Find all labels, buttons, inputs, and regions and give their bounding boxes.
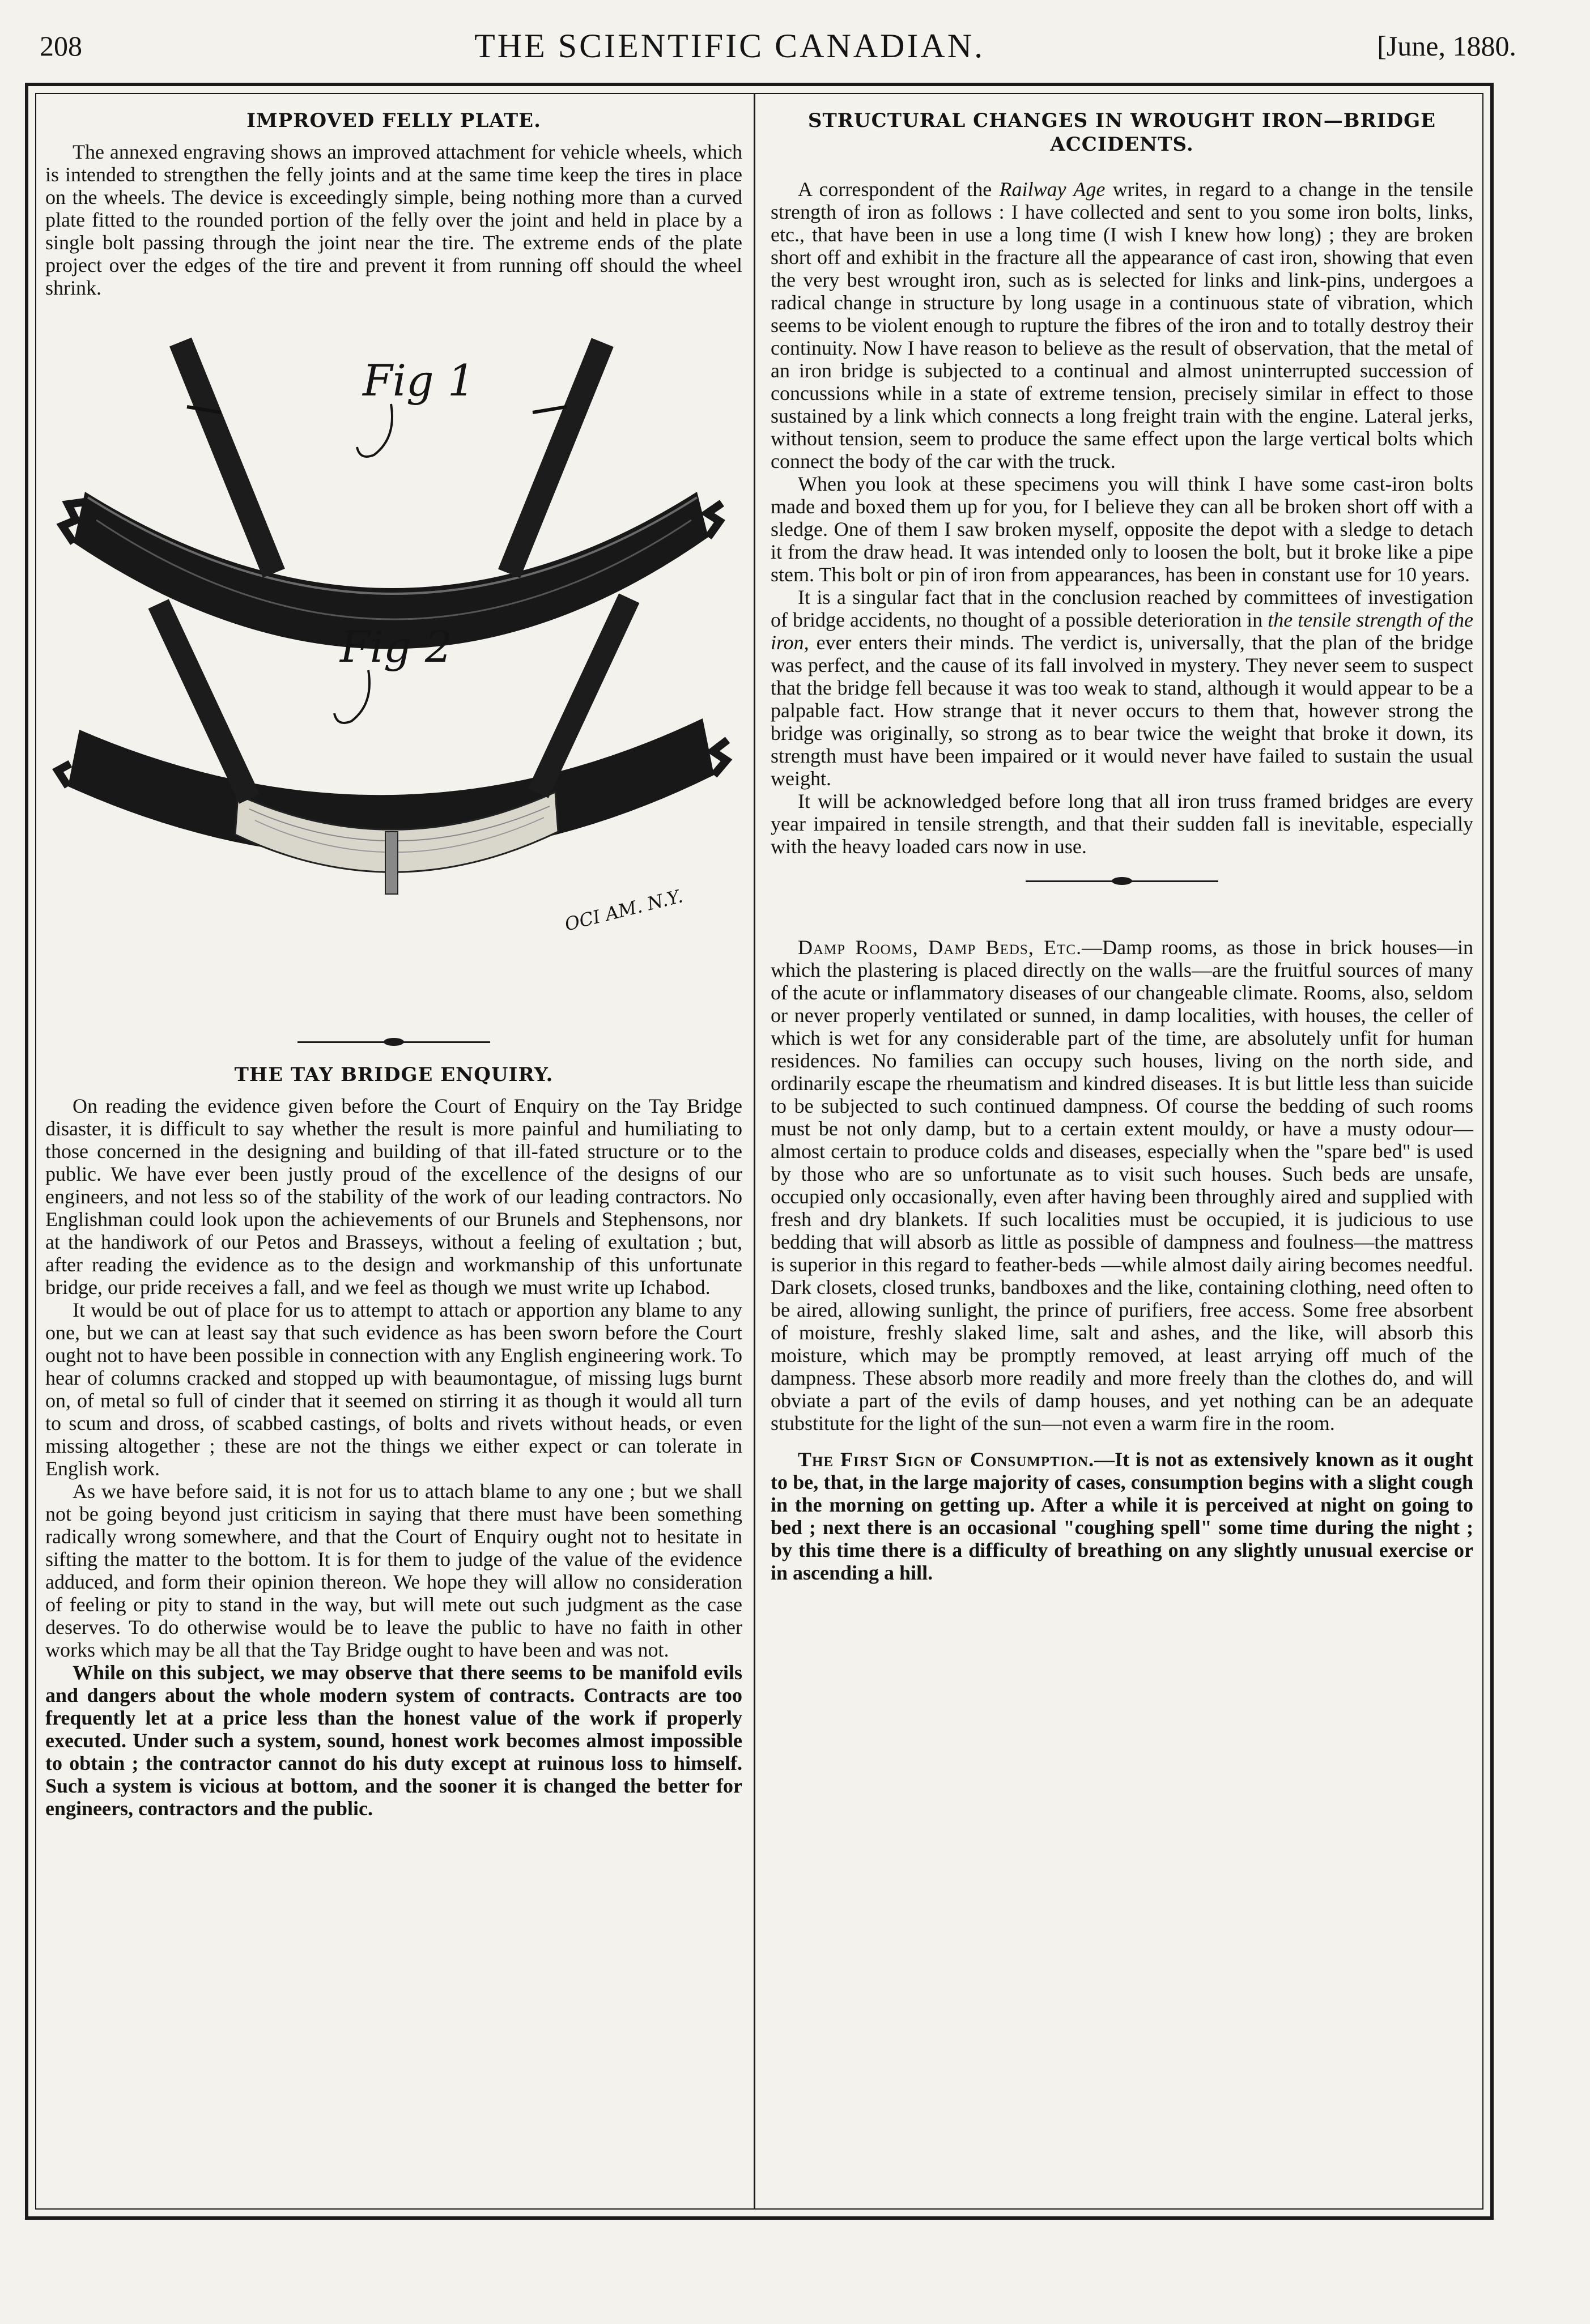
- section-divider: [297, 1038, 490, 1046]
- consumption-run-in: The First Sign of Consumption.: [798, 1448, 1095, 1471]
- structural-heading-line-1: STRUCTURAL CHANGES IN WROUGHT IRON—BRIDGE: [807, 109, 1436, 132]
- felly-paragraph: The annexed engraving shows an improved attachment for vehicle wheels, which is intended to strengthen the felly joints and at the same time keep the tires in place on the wheels. The device is exceedingly simple, being nothing more than a curved plate fitted to the rounded portion of the felly over the joint and held in place by a single bolt passing through the joint near the tire. The extreme ends of the plate project over the edges of the tire and prevent it from running off should the wheel shrink.: [45, 141, 742, 299]
- section-divider-right: [1026, 877, 1218, 885]
- bolt: [385, 832, 398, 894]
- felly-plate-engraving: [45, 322, 742, 1019]
- running-head: [40, 20, 1516, 71]
- tay-paragraph-1: On reading the evidence given before the Court of Enquiry on the Tay Bridge disaster, it is difficult to say whether the result is more painful and humiliating to those concerned in the designing and building of that ill-fated structure or to the public. We have ever been justly proud of the excellence of the designs of our engineers, and not less so of the stability of the work of our leading contractors. No Englishman could look upon the achievements of our Brunels and Stephensons, nor at the handiwork of our Petos and Brasseys, without a feeling of exultation ; but, after reading the evidence as to the design and workmanship of this unfortunate bridge, our pride receives a fall, and we feel as though we must write up Ichabod.: [45, 1095, 742, 1299]
- fig1-flourish: [357, 404, 392, 457]
- engraver-signature: OCI AM. N.Y.: [562, 885, 685, 935]
- tay-paragraph-2: It would be out of place for us to attempt to attach or apportion any blame to any one, but we can at least say that such evidence as has been sworn before the Court ought not to have been possible in connection with any English engineering work. To hear of columns cracked and stopped up with beaumontague, of missing lugs burnt on, of metal so full of cinder that it seemed on stirring it as though it would all turn to scum and dross, of scabbed castings, of bolts and rivets without heads, or even missing altogether ; these are not the things we either expect or can tolerate in English work.: [45, 1299, 742, 1480]
- structural-paragraph-4: It will be acknowledged before long that all iron truss framed bridges are every year impaired in tensile strength, and that their sudden fall is inevitable, especially with the heavy loaded cars now in use.: [771, 790, 1473, 858]
- fig2-flourish: [334, 670, 369, 723]
- structural-heading-line-2: ACCIDENTS.: [1050, 133, 1194, 156]
- left-column: [45, 109, 742, 1820]
- consumption-paragraph: The First Sign of Consumption.—It is not as extensively known as it ought to be, that, in the large majority of cases, consumption begins with a slight cough in the morning on getting up. After a while it is perceived at night on going to bed ; next there is an occasional "coughing spell" some time during the night ; by this time there is a difficulty of breathing on any slightly unusual exercise or in ascending a hill.: [771, 1448, 1473, 1584]
- tay-heading: THE TAY BRIDGE ENQUIRY.: [234, 1063, 554, 1086]
- page-number: 208: [40, 30, 82, 62]
- damp-rooms-paragraph: Damp Rooms, Damp Beds, Etc.—Damp rooms, as those in brick houses—in which the plastering is placed directly on the walls—are the fruitful sources of many of the acute or inflammatory diseases of our changeable climate. Rooms, also, seldom or never properly ventilated or sunned, in damp localities, with houses, the celler of which is wet for any considerable part of the time, are absolutely unfit for human residences. No families can occupy such houses, living on the north side, and ordinarily escape the rheumatism and kindred diseases. It is but little less than suicide to be subjected to such continued dampness. Of course the bedding of such rooms must be not only damp, but to a certain extent mouldy, or have a musty odour—almost certain to produce colds and diseases, especially when the "spare bed" is used by those who are so unfortunate as to visit such houses. Such beds are unsafe, occupied only occasionally, even after having been throughly aired and supplied with fresh and dry blankets. If such localities must be occupied, it is judicious to use bedding that will absorb as little as possible of dampness and foulness—the mattress is superior in this regard to feather-beds —while almost daily airing becomes needful. Dark closets, closed trunks, bandboxes and the like, containing clothing, need often to be aired, allowing sunlight, the prince of purifiers, free access. Some free absorbent of moisture, freshly slaked lime, salt and ashes, and the like, will absorb this moisture, which may be promptly removed, at least arrying off much of the dampness. These absorb more readily and more freely than the clothes do, and will obviate a part of the evils of damp houses, and yet nothing can be an adequate stubstitute for the light of the sun—not even a warm fire in the room.: [771, 936, 1473, 1435]
- tay-paragraph-3: As we have before said, it is not for us to attach blame to any one ; but we shall not be going beyond just criticism in saying that there must have been something radically wrong somewhere, and that the Court of Enquiry ought not to hesitate in sifting the matter to the bottom. It is for them to judge of the value of the evidence adduced, and form their opinion thereon. We hope they will allow no consideration of feeling or pity to stand in the way, but will mete out such judgment as the case deserves. To do otherwise would be to leave the public to have no faith in other works which may be all that the Tay Bridge ought to have been and was not.: [45, 1480, 742, 1661]
- structural-paragraph-1: A correspondent of the Railway Age writes, in regard to a change in the tensile strength of iron as follows : I have collected and sent to you some iron bolts, links, etc., that have been in use a long time (I wish I knew how long) ; they are broken short off and exhibit in the fracture all the appearance of cast iron, showing that even the very best wrought iron, such as is selected for links and link-pins, undergoes a radical change in structure by long usage in a continuous state of vibration, which seems to be violent enough to rupture the fibres of the iron and to totally destroy their continuity. Now I have reason to believe as the result of observation, that the metal of an iron bridge is subjected to a continual and almost uninterrupted succession of concussions while in a state of extreme tension, precisely similar in effect to those sustained by a link which connects a long freight train with the engine. Lateral jerks, without tension, seem to produce the same effect upon the large vertical bolts which connect the body of the car with the truck.: [771, 178, 1473, 473]
- structural-paragraph-3: It is a singular fact that in the conclusion reached by committees of investigation of bridge accidents, no thought of a possible deterioration in the tensile strength of the iron, ever enters their minds. The verdict is, universally, that the plan of the bridge was perfect, and the cause of its fall involved in mystery. They never seem to suspect that the bridge fell because it was too weak to stand, although it would appear to be a palpable fact. How strange that it never occurs to them that, however strong the bridge was originally, so strong as to bear twice the weight that broke it down, its strength must have been impaired or it would never have failed to sustain the usual weight.: [771, 586, 1473, 790]
- structural-paragraph-2: When you look at these specimens you will think I have some cast-iron bolts made and boxed them up for you, for I believe they can all be broken short off with a sledge. One of them I saw broken myself, opposite the depot with a sledge to detach it from the draw head. It was intended only to loosen the bolt, but it broke like a pipe stem. This bolt or pin of iron from appearances, has been in constant use for 10 years.: [771, 473, 1473, 586]
- damp-run-in: Damp Rooms, Damp Beds, Etc.: [798, 936, 1082, 959]
- fig1-label: Fig 1: [363, 355, 475, 406]
- felly-heading: IMPROVED FELLY PLATE.: [246, 109, 541, 132]
- structural-heading: [771, 109, 1473, 156]
- right-column: [771, 109, 1473, 1584]
- issue-date: [June, 1880.: [1377, 30, 1516, 62]
- fig2-label: Fig 2: [340, 622, 453, 672]
- journal-title: THE SCIENTIFIC CANADIAN.: [474, 27, 985, 65]
- column-rule: [754, 93, 755, 2210]
- tay-paragraph-4: While on this subject, we may observe that there seems to be manifold evils and dangers about the whole modern system of contracts. Contracts are too frequently let at a price less than the honest value of the work if properly executed. Under such a system, sound, honest work becomes almost impossible to obtain ; the contractor cannot do his duty except at ruinous loss to himself. Such a system is vicious at bottom, and the sooner it is changed the better for engineers, contractors and the public.: [45, 1661, 742, 1820]
- page-frame: [25, 83, 1494, 2220]
